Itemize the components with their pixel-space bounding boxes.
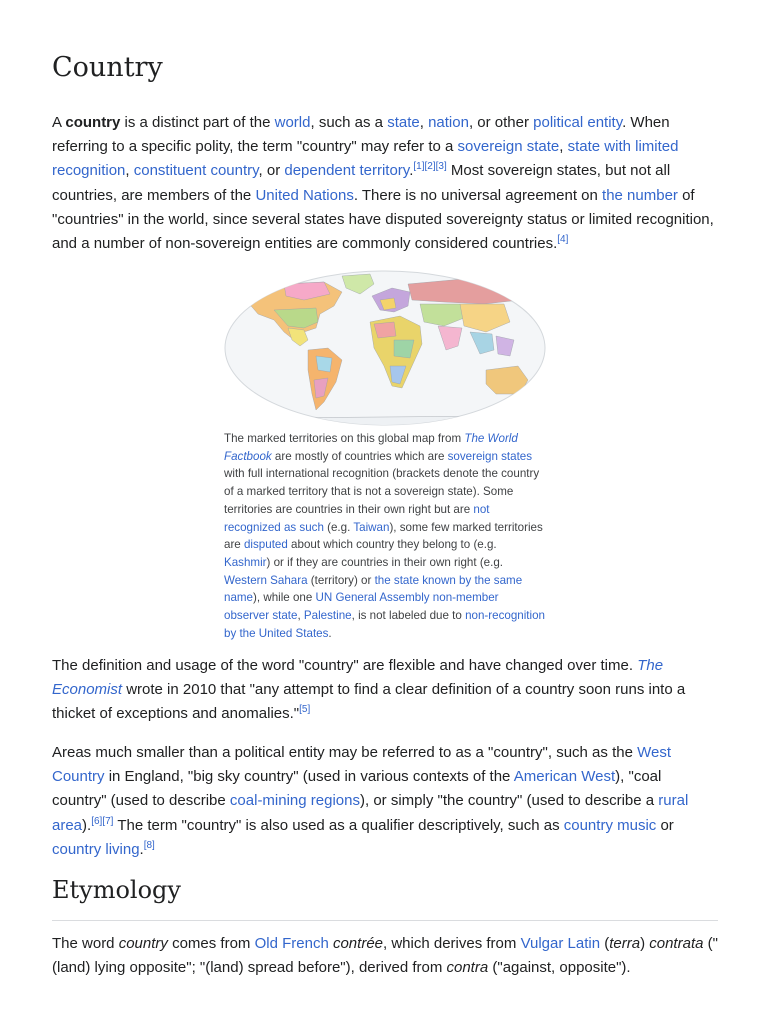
- citation-link[interactable]: [7]: [102, 815, 114, 827]
- link-constituent-country[interactable]: constituent country: [133, 162, 259, 180]
- text: ), "coal country" (used to describe: [52, 768, 662, 810]
- italic-term: contrata: [649, 935, 704, 952]
- text: Areas much smaller than a political entity may be referred to as a "country", such as the: [52, 744, 638, 761]
- link-sahrawi-state[interactable]: the state known by the same name: [224, 573, 523, 605]
- caption-text: ), some few marked territories are: [224, 520, 543, 552]
- italic-term: contra: [446, 959, 489, 977]
- link-world[interactable]: world: [274, 114, 311, 131]
- caption-text: are mostly of countries which are: [271, 449, 448, 463]
- italic-term: terra: [609, 935, 641, 952]
- link-taiwan[interactable]: Taiwan: [353, 520, 390, 534]
- text: ("(land) lying opposite"; "(land) spread before"), derived from: [52, 935, 718, 977]
- citation-link[interactable]: [4]: [557, 234, 569, 246]
- text: comes from: [167, 935, 255, 952]
- text: , or: [258, 162, 285, 180]
- link-the-economist[interactable]: The Economist: [52, 657, 664, 699]
- caption-text: with full international recognition (brackets denote the country of a marked territory that is not a sovereign state). Some territories are countries in their own right but are: [224, 467, 540, 516]
- text: in England, "big sky country" (used in various contexts of the: [104, 768, 514, 786]
- caption-text: about which country they belong to (e.g.: [287, 538, 497, 552]
- link-world-factbook[interactable]: The World Factbook: [224, 432, 518, 463]
- link-non-recognition[interactable]: non-recognition by the United States: [224, 609, 546, 640]
- citation-link[interactable]: [2]: [424, 161, 436, 173]
- text: .: [409, 162, 414, 180]
- link-rural-area[interactable]: rural area: [52, 792, 689, 834]
- link-disputed[interactable]: disputed: [243, 538, 288, 552]
- text: .: [139, 840, 144, 858]
- text: ), or simply "the country" (used to describe a: [360, 792, 659, 810]
- world-map-image[interactable]: [224, 270, 546, 426]
- citation: [557, 234, 568, 245]
- definition-paragraph: [52, 654, 718, 727]
- text: ,: [419, 114, 429, 131]
- map-figure: [224, 270, 546, 642]
- citation-link[interactable]: [3]: [435, 161, 447, 173]
- link-american-west[interactable]: American West: [513, 768, 616, 786]
- caption-text: .: [328, 626, 332, 640]
- italic-term: contrée: [332, 935, 384, 952]
- text: is a distinct part of the: [120, 114, 275, 131]
- link-nation[interactable]: nation: [428, 114, 469, 131]
- citation: [299, 704, 310, 715]
- text: or: [656, 816, 674, 834]
- text: The word: [52, 935, 119, 952]
- link-not-recognized[interactable]: not recognized as such: [224, 502, 490, 534]
- caption-text: (e.g.: [323, 520, 354, 534]
- section-heading-etymology: Etymology: [52, 876, 181, 904]
- text: of "countries" in the world, since several states have disputed sovereignty status or limited recognition, and a number of non-sovereign entities are commonly considered countries.: [52, 186, 714, 253]
- text: (: [600, 935, 610, 952]
- areas-paragraph: [52, 741, 718, 862]
- link-kashmir[interactable]: Kashmir: [224, 555, 267, 569]
- link-un-observer-state[interactable]: UN General Assembly non-member observer state: [224, 591, 499, 623]
- section-divider: [52, 920, 718, 921]
- text: ,: [125, 162, 134, 180]
- link-state[interactable]: state: [387, 114, 420, 131]
- text: . There is no universal agreement on: [353, 186, 603, 204]
- citation: [91, 816, 113, 827]
- link-country-music[interactable]: country music: [563, 816, 657, 834]
- text: The definition and usage of the word "country" are flexible and have changed over time.: [52, 657, 638, 674]
- text: wrote in 2010 that "any attempt to find a clear definition of a country soon runs into a thicket of exceptions and anomalies.": [52, 681, 686, 723]
- link-west-country[interactable]: West Country: [52, 744, 671, 786]
- caption-text: , is not labeled due to: [351, 609, 466, 623]
- link-sovereign-state[interactable]: sovereign state: [457, 138, 560, 156]
- text: The term "country" is also used as a qualifier descriptively, such as: [113, 816, 564, 834]
- caption-text: (territory) or: [307, 573, 375, 587]
- text: ).: [82, 816, 92, 834]
- caption-text: ) or if they are countries in their own right (e.g.: [266, 555, 504, 569]
- page-title: Country: [52, 52, 163, 83]
- link-political-entity[interactable]: political entity: [533, 114, 623, 131]
- citation: [144, 840, 155, 851]
- link-state-limited-recognition[interactable]: state with limited recognition: [52, 138, 679, 180]
- caption-text: ), while one: [253, 591, 316, 605]
- link-old-french[interactable]: Old French: [254, 935, 329, 952]
- text: ,: [559, 138, 568, 156]
- link-united-nations[interactable]: United Nations: [255, 186, 354, 204]
- text: , such as a: [310, 114, 388, 131]
- text: , which derives from: [383, 935, 521, 952]
- citation-link[interactable]: [6]: [91, 815, 103, 827]
- citation-link[interactable]: [5]: [299, 704, 311, 716]
- etymology-paragraph: [52, 932, 718, 980]
- caption-text: The marked territories on this global map from: [224, 432, 465, 445]
- text: . When referring to a specific polity, the term "country" may refer to a: [52, 114, 670, 156]
- link-the-number[interactable]: the number: [602, 186, 678, 204]
- link-vulgar-latin[interactable]: Vulgar Latin: [520, 935, 601, 952]
- intro-paragraph: [52, 111, 718, 256]
- italic-term: country: [118, 935, 168, 952]
- link-palestine[interactable]: Palestine: [303, 609, 352, 623]
- link-sovereign-states[interactable]: sovereign states: [447, 449, 533, 463]
- text: , or other: [468, 114, 534, 131]
- text: Most sovereign states, but not all countries, are members of the: [52, 162, 671, 204]
- text: ("against, opposite").: [488, 959, 631, 977]
- citation: [413, 161, 446, 172]
- link-western-sahara[interactable]: Western Sahara: [224, 573, 308, 587]
- citation-link[interactable]: [8]: [143, 839, 155, 851]
- text: A: [52, 114, 66, 131]
- caption-text: ,: [297, 609, 304, 623]
- text: ): [640, 935, 650, 952]
- citation-link[interactable]: [1]: [413, 161, 425, 173]
- bold-term: country: [65, 114, 121, 131]
- link-coal-mining-regions[interactable]: coal-mining regions: [229, 792, 360, 810]
- link-country-living[interactable]: country living: [52, 840, 140, 858]
- figure-caption: [224, 430, 546, 642]
- link-dependent-territory[interactable]: dependent territory: [284, 162, 410, 180]
